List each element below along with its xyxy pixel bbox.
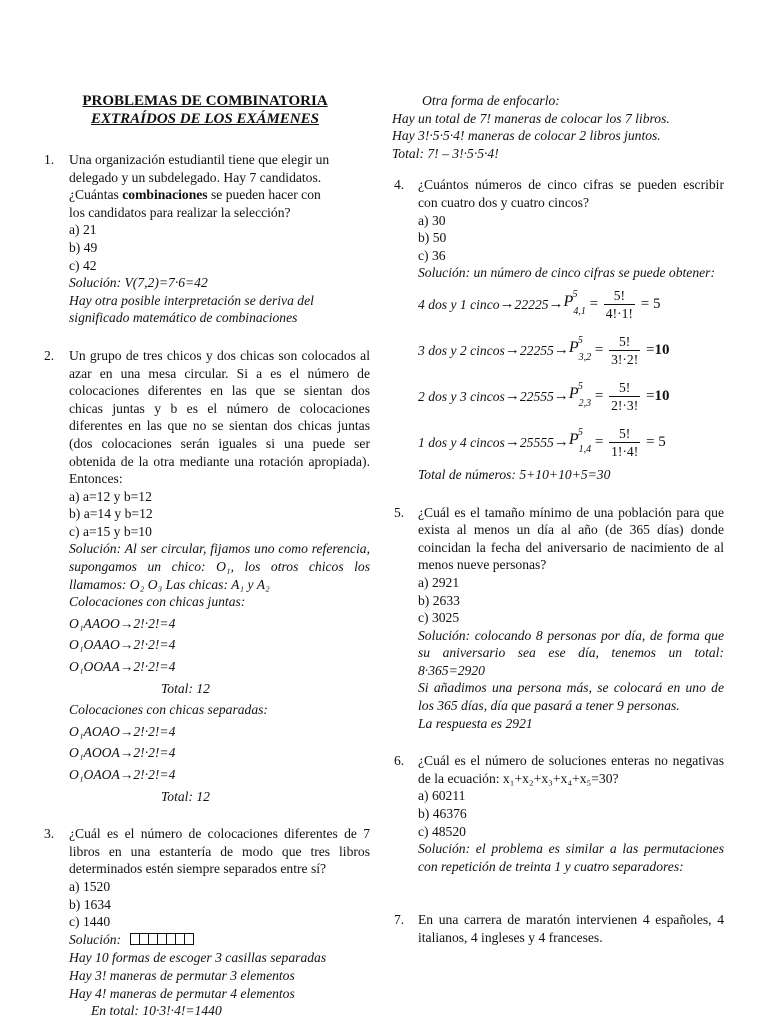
problem-number: 4. xyxy=(394,177,405,193)
option-c: c) 48520 xyxy=(418,823,466,839)
equation: x₁+x₂+x₃+x₄+x₅=30? xyxy=(502,770,619,786)
option-a: a) 30 xyxy=(418,212,446,228)
alt-approach-heading: Otra forma de enfocarlo: xyxy=(422,93,560,108)
arrow: → xyxy=(504,388,520,405)
arrow: → xyxy=(553,434,569,451)
equation-label: 2 dos y 3 cincos xyxy=(418,389,505,405)
option-c: c) 42 xyxy=(69,257,97,273)
arrow: → xyxy=(504,434,520,451)
arrow: → xyxy=(504,342,520,359)
problem-text: ¿Cuál es el número de colocaciones diferentes de 7 libros en una estantería de modo que tres libros determinados estén siempre separados entre sí? xyxy=(69,826,370,877)
equation-row xyxy=(418,420,724,466)
option-b: b) 1634 xyxy=(69,896,111,912)
fraction-denominator: 4!·1! xyxy=(605,306,633,322)
option-b: b) 49 xyxy=(69,239,98,255)
option-b: b) 46376 xyxy=(418,806,467,822)
fraction-numerator: 5! xyxy=(609,425,640,443)
problem-text: ¿Cuántos números de cinco cifras se pueden escribir con cuatro dos y cuatro cincos? xyxy=(418,177,724,210)
solution xyxy=(69,931,370,950)
equation-result: 5 xyxy=(658,434,666,451)
problem-5 xyxy=(392,504,724,733)
fraction xyxy=(609,425,640,460)
problem-6 xyxy=(392,752,724,875)
arrow: → xyxy=(553,388,569,405)
option-b: b) 2633 xyxy=(418,592,460,608)
answer: La respuesta es 2921 xyxy=(418,715,533,731)
permutation-subscript: 4,1 xyxy=(573,306,586,318)
equation-label: 1 dos y 4 cincos xyxy=(418,435,505,451)
option-a: a) 1520 xyxy=(69,878,111,894)
fraction-numerator: 5! xyxy=(609,333,640,351)
problem-number: 5. xyxy=(394,504,405,520)
document-title: PROBLEMAS DE COMBINATORIA xyxy=(82,93,328,109)
arrangement: O₁OAOA→2!·2!=4 xyxy=(69,767,176,782)
permutation-subscript: 2,3 xyxy=(578,398,592,410)
equation-result: 10 xyxy=(654,342,670,359)
document-subtitle: EXTRAÍDOS DE LOS EXÁMENES xyxy=(91,111,319,127)
option-c: c) 3025 xyxy=(418,610,460,626)
option-b: b) 50 xyxy=(418,230,447,246)
total: Total de números: 5+10+10+5=30 xyxy=(418,466,611,482)
equation-number: 25555 xyxy=(519,435,554,451)
left-column xyxy=(40,92,370,1020)
problem-7 xyxy=(392,911,724,946)
equals: = xyxy=(591,388,608,405)
permutation-symbol: P 5 $_{3,2}$ xyxy=(568,335,592,364)
equation-number: 22255 xyxy=(519,343,554,359)
equation-result: 5 xyxy=(652,296,661,313)
equals: = xyxy=(642,434,659,451)
option-a: a) a=12 y b=12 xyxy=(69,488,152,504)
alt-line: Hay un total de 7! maneras de colocar los 7 libros. xyxy=(392,110,670,126)
problem-number: 2. xyxy=(44,347,55,363)
option-a: a) 60211 xyxy=(418,788,466,804)
solution: Solución: el problema es similar a las permutaciones con repetición de treinta 1 y cuatro separadores: xyxy=(418,841,724,874)
total: Total: 12 xyxy=(161,680,210,696)
option-c: c) 1440 xyxy=(69,914,111,930)
option-b: b) a=14 y b=12 xyxy=(69,506,153,522)
permutation-symbol: P 5 $_{2,3}$ xyxy=(568,381,592,410)
equals: = xyxy=(636,296,653,313)
problem-number: 6. xyxy=(394,753,405,769)
text-fragment: ¿Cuántas xyxy=(69,187,123,203)
solution-note: significado matemático de combinaciones xyxy=(69,310,298,326)
option-a: a) 21 xyxy=(69,222,97,238)
permutation-symbol: P 5 $_{4,1}$ xyxy=(563,289,586,318)
fraction-denominator: 1!·4! xyxy=(611,444,639,460)
empty-boxes-figure xyxy=(131,932,194,950)
option-c: c) 36 xyxy=(418,247,446,263)
equation-row xyxy=(418,282,724,328)
equals: = xyxy=(642,342,655,359)
arrangement: O₁OOAA→2!·2!=4 xyxy=(69,659,176,675)
arrangement: O₁AOOA→2!·2!=4 xyxy=(69,745,176,761)
solution: Solución: Al ser circular, fijamos uno como referencia, supongamos un chico: O₁, los otros chicos los llamamos: O₂ O₃ Las chicas: A₁ y A₂ xyxy=(69,541,370,592)
text-fragment: se pueden hacer con xyxy=(207,187,321,203)
arrow: → xyxy=(499,296,515,313)
equation-row xyxy=(418,328,724,374)
fraction-denominator: 2!·3! xyxy=(611,398,639,414)
equals: = xyxy=(585,296,602,313)
problem-text: En una carrera de maratón intervienen 4 españoles, 4 italianos, 4 ingleses y 4 franceses. xyxy=(418,912,724,945)
problem-text-line: delegado y un subdelegado. Hay 7 candidatos. xyxy=(69,169,322,185)
total: Total: 12 xyxy=(161,788,210,804)
arrow: → xyxy=(553,342,569,359)
problem-2 xyxy=(40,347,370,805)
equation-label: 3 dos y 2 cincos xyxy=(418,343,505,359)
arrangement: O₁OAAO→2!·2!=4 xyxy=(69,637,176,653)
alt-line: Total: 7! – 3!·5·5·4! xyxy=(392,145,499,161)
arrangement: O₁AAOO→2!·2!=4 xyxy=(69,615,176,631)
fraction xyxy=(604,287,635,322)
option-a: a) 2921 xyxy=(418,574,460,590)
permutation-subscript: 1,4 xyxy=(578,444,592,456)
text-fragment: ¿Cuál es el número de soluciones enteras no negativas de la ecuación: xyxy=(418,753,724,786)
alt-line: Hay 3!·5·5·4! maneras de colocar 2 libros juntos. xyxy=(392,128,661,144)
solution: Solución: V(7,2)=7·6=42 xyxy=(69,275,208,291)
fraction xyxy=(609,333,640,368)
equation-number: 22225 xyxy=(514,297,549,313)
solution-label: Solución: xyxy=(69,931,122,947)
solution-line: Hay 4! maneras de permutar 4 elementos xyxy=(69,985,295,1001)
problem-3 xyxy=(40,825,370,1020)
option-c: c) a=15 y b=10 xyxy=(69,523,152,539)
equals: = xyxy=(642,388,655,405)
solution-continued: Si añadimos una persona más, se colocará en uno de los 365 días, día que pasará a tener 9 personas. xyxy=(418,680,724,714)
equation-number: 22555 xyxy=(519,389,554,405)
problem-question xyxy=(69,186,370,204)
problem-1 xyxy=(40,151,370,327)
solution: Solución: colocando 8 personas por día, de forma que su aniversario sea ese día, tenemos un total: 8·365=2920 xyxy=(418,627,724,678)
section-label: Colocaciones con chicas juntas: xyxy=(69,594,246,610)
fraction xyxy=(609,379,640,414)
problem-number: 7. xyxy=(394,912,405,928)
fraction-numerator: 5! xyxy=(604,287,635,305)
equation-row xyxy=(418,374,724,420)
equals: = xyxy=(591,434,608,451)
problem-text-line: los candidatos para realizar la selección? xyxy=(69,204,291,220)
problem-text: Un grupo de tres chicos y dos chicas son colocados al azar en una mesa circular. Si a es el número de colocaciones diferentes en las que se sientan dos chicas juntas y b es el número de colocaciones diferentes en las que no se sientan dos chicas juntas (dos colocaciones serán iguales si una puede ser obtenida de la otra mediante una rotación apropiada). Entonces: xyxy=(69,347,370,487)
problem-number: 1. xyxy=(44,152,55,167)
equation-result: 10 xyxy=(654,388,670,405)
total: En total: 10·3!·4!=1440 xyxy=(91,1003,222,1019)
section-label: Colocaciones con chicas separadas: xyxy=(69,702,268,718)
equation-label: 4 dos y 1 cinco xyxy=(418,297,500,313)
permutation-symbol: P 5 $_{1,4}$ xyxy=(568,427,592,456)
problem-4 xyxy=(392,176,724,483)
problem-text: ¿Cuál es el tamaño mínimo de una población para que exista al menos un día al año (de 365 días) donde coincidan la fecha del aniversario de nacimiento de al menos nueve personas? xyxy=(418,504,724,573)
fraction-numerator: 5! xyxy=(609,379,640,397)
equals: = xyxy=(591,342,608,359)
problem-text-line: Una organización estudiantil tiene que elegir un xyxy=(69,152,330,167)
problem-number: 3. xyxy=(44,826,55,842)
fraction-denominator: 3!·2! xyxy=(611,352,639,368)
solution-note: Hay otra posible interpretación se deriva del xyxy=(69,292,314,308)
arrow: → xyxy=(548,296,564,313)
solution: Solución: un número de cinco cifras se puede obtener: xyxy=(418,265,715,281)
solution-line: Hay 10 formas de escoger 3 casillas separadas xyxy=(69,950,327,966)
right-column xyxy=(392,92,724,947)
bold-keyword: combinaciones xyxy=(122,187,208,203)
solution-line: Hay 3! maneras de permutar 3 elementos xyxy=(69,968,295,984)
permutation-subscript: 3,2 xyxy=(578,352,592,364)
problem-text xyxy=(418,752,724,787)
arrangement: O₁AOAO→2!·2!=4 xyxy=(69,723,176,739)
